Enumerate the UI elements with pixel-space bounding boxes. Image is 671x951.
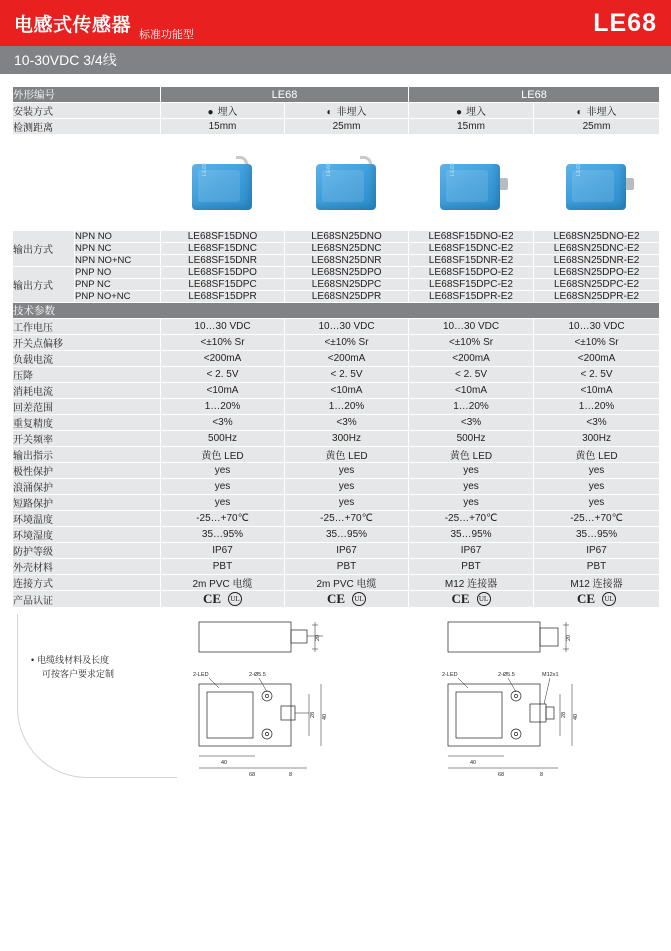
product-image-2 xyxy=(285,135,409,231)
spec-value-8-1: 黄色 LED xyxy=(285,447,409,463)
pnp-value-0-2: LE68SF15DPO-E2 xyxy=(409,267,534,279)
table-row xyxy=(13,335,660,351)
table-row xyxy=(13,303,660,319)
spec-value-5-3: 1…20% xyxy=(534,399,660,415)
page-title: 电感式传感器 xyxy=(14,14,132,36)
spec-label-5: 回差范围 xyxy=(13,399,161,415)
spec-value-2-1: <200mA xyxy=(285,351,409,367)
table-row xyxy=(13,575,660,591)
npn-value-0-0: LE68SF15DNO xyxy=(161,231,285,243)
table-row xyxy=(13,255,660,267)
spec-value-0-1: 10…30 VDC xyxy=(285,319,409,335)
spec-value-14-3: IP67 xyxy=(534,543,660,559)
voltage-bar xyxy=(0,46,671,74)
dim-side-label: 8 xyxy=(540,772,544,778)
spec-label-9: 极性保护 xyxy=(13,463,161,479)
voltage-label: 10-30VDC 3/4线 xyxy=(14,52,117,68)
pnp-value-1-0: LE68SF15DPC xyxy=(161,279,285,291)
output-label-1: 输出方式 xyxy=(13,231,75,267)
spec-label-2: 负载电流 xyxy=(13,351,161,367)
content-area xyxy=(0,74,671,785)
spec-value-3-2: < 2. 5V xyxy=(409,367,534,383)
spec-value-4-2: <10mA xyxy=(409,383,534,399)
mount-value-2 xyxy=(285,103,409,119)
npn-value-1-1: LE68SN25DNC xyxy=(285,243,409,255)
spec-value-16-2: M12 连接器 xyxy=(409,575,534,591)
spec-value-7-3: 300Hz xyxy=(534,431,660,447)
spec-label-7: 开关频率 xyxy=(13,431,161,447)
decorative-curve xyxy=(17,614,177,778)
spec-value-7-2: 500Hz xyxy=(409,431,534,447)
npn-value-0-2: LE68SF15DNO-E2 xyxy=(409,231,534,243)
spec-label-13: 环境湿度 xyxy=(13,527,161,543)
spec-label-12: 环境温度 xyxy=(13,511,161,527)
ul-icon: UL xyxy=(352,592,366,606)
npn-value-2-1: LE68SN25DNR xyxy=(285,255,409,267)
spec-value-10-0: yes xyxy=(161,479,285,495)
dimension-drawing-connector xyxy=(409,608,660,785)
note-block xyxy=(13,608,161,785)
pnp-value-2-2: LE68SF15DPR-E2 xyxy=(409,291,534,303)
spec-value-1-2: <±10% Sr xyxy=(409,335,534,351)
spec-value-14-1: IP67 xyxy=(285,543,409,559)
spec-value-6-3: <3% xyxy=(534,415,660,431)
pnp-value-2-3: LE68SN25DPR-E2 xyxy=(534,291,660,303)
spec-label-3: 压降 xyxy=(13,367,161,383)
npn-type-2: NPN NO+NC xyxy=(75,255,161,267)
hole-label: 2-Ø5.5 xyxy=(248,672,266,678)
spec-value-5-1: 1…20% xyxy=(285,399,409,415)
cert-cell-3 xyxy=(409,591,534,608)
led-label: 2-LED xyxy=(442,672,458,678)
table-row xyxy=(13,87,660,103)
spec-value-5-0: 1…20% xyxy=(161,399,285,415)
table-row xyxy=(13,559,660,575)
spec-label-15: 外壳材料 xyxy=(13,559,161,575)
output-label-2: 输出方式 xyxy=(13,267,75,303)
spec-value-11-2: yes xyxy=(409,495,534,511)
spec-value-13-3: 35…95% xyxy=(534,527,660,543)
spec-value-14-2: IP67 xyxy=(409,543,534,559)
bullet-icon: • xyxy=(31,655,35,665)
dim-width-label: 40 xyxy=(470,760,477,766)
table-row xyxy=(13,103,660,119)
spec-value-13-0: 35…95% xyxy=(161,527,285,543)
spec-value-3-3: < 2. 5V xyxy=(534,367,660,383)
mount-text-3: 埋入 xyxy=(466,107,487,118)
specs-header: 技术参数 xyxy=(13,303,660,319)
ul-icon: UL xyxy=(602,592,616,606)
spec-value-0-3: 10…30 VDC xyxy=(534,319,660,335)
spec-value-16-1: 2m PVC 电缆 xyxy=(285,575,409,591)
npn-value-1-0: LE68SF15DNC xyxy=(161,243,285,255)
spec-label-8: 输出指示 xyxy=(13,447,161,463)
spec-value-0-0: 10…30 VDC xyxy=(161,319,285,335)
note-line-2: 可按客户要求定制 xyxy=(42,668,115,679)
pnp-value-2-1: LE68SN25DPR xyxy=(285,291,409,303)
spec-value-0-2: 10…30 VDC xyxy=(409,319,534,335)
spec-value-1-3: <±10% Sr xyxy=(534,335,660,351)
table-row xyxy=(13,231,660,243)
ce-icon: CE xyxy=(576,591,596,606)
spec-value-10-2: yes xyxy=(409,479,534,495)
group-header-2: LE68 xyxy=(409,87,660,103)
pnp-value-1-1: LE68SN25DPC xyxy=(285,279,409,291)
spec-value-4-3: <10mA xyxy=(534,383,660,399)
cert-cell-2 xyxy=(285,591,409,608)
spec-label-11: 短路保护 xyxy=(13,495,161,511)
spec-value-9-1: yes xyxy=(285,463,409,479)
drawing-cable-svg xyxy=(163,608,407,784)
pnp-value-0-0: LE68SF15DPO xyxy=(161,267,285,279)
spec-value-3-1: < 2. 5V xyxy=(285,367,409,383)
spec-value-7-0: 500Hz xyxy=(161,431,285,447)
sensor-photo-icon: LE68 xyxy=(308,150,386,212)
spec-label-16: 连接方式 xyxy=(13,575,161,591)
table-row xyxy=(13,279,660,291)
table-row xyxy=(13,431,660,447)
mount-text-2: 非埋入 xyxy=(336,107,367,118)
spec-label-6: 重复精度 xyxy=(13,415,161,431)
page-header xyxy=(0,0,671,46)
half-circle-icon: ◐ xyxy=(576,107,583,118)
ce-icon: CE xyxy=(451,591,470,606)
shape-code-label: 外形编号 xyxy=(13,87,161,103)
mount-label: 安装方式 xyxy=(13,103,161,119)
spec-value-11-0: yes xyxy=(161,495,285,511)
spec-value-12-1: -25…+70℃ xyxy=(285,511,409,527)
table-row xyxy=(13,527,660,543)
spec-value-1-0: <±10% Sr xyxy=(161,335,285,351)
spec-value-11-1: yes xyxy=(285,495,409,511)
sensor-photo-icon: LE68 xyxy=(558,150,636,212)
drawing-connector-svg xyxy=(412,608,656,784)
spec-value-4-1: <10mA xyxy=(285,383,409,399)
distance-value-2: 25mm xyxy=(285,119,409,135)
spec-label-14: 防护等级 xyxy=(13,543,161,559)
cert-cell-4 xyxy=(534,591,660,608)
mount-value-1 xyxy=(161,103,285,119)
table-row xyxy=(13,383,660,399)
spec-value-5-2: 1…20% xyxy=(409,399,534,415)
spec-value-1-1: <±10% Sr xyxy=(285,335,409,351)
note-line-1: 电缆线材料及长度 xyxy=(37,655,110,665)
group-header-1: LE68 xyxy=(161,87,409,103)
npn-value-2-3: LE68SN25DNR-E2 xyxy=(534,255,660,267)
npn-value-1-3: LE68SN25DNC-E2 xyxy=(534,243,660,255)
ce-icon: CE xyxy=(202,591,222,606)
npn-value-2-0: LE68SF15DNR xyxy=(161,255,285,267)
product-image-3 xyxy=(409,135,534,231)
table-row-drawings xyxy=(13,608,660,785)
dim-height-label: 40 xyxy=(321,713,328,720)
spec-value-14-0: IP67 xyxy=(161,543,285,559)
npn-type-0: NPN NO xyxy=(75,231,161,243)
spec-value-16-3: M12 连接器 xyxy=(534,575,660,591)
hole-label: 2-Ø5.5 xyxy=(498,672,515,678)
cert-cell-1 xyxy=(161,591,285,608)
product-image-1 xyxy=(161,135,285,231)
mount-text-4: 非埋入 xyxy=(586,107,617,118)
spec-value-7-1: 300Hz xyxy=(285,431,409,447)
spec-value-15-1: PBT xyxy=(285,559,409,575)
pnp-value-1-2: LE68SF15DPC-E2 xyxy=(409,279,534,291)
npn-value-0-1: LE68SN25DNO xyxy=(285,231,409,243)
half-circle-icon: ◐ xyxy=(326,107,333,118)
spec-value-10-1: yes xyxy=(285,479,409,495)
mount-value-4 xyxy=(534,103,660,119)
dim-width-label: 40 xyxy=(220,760,227,766)
spec-value-6-1: <3% xyxy=(285,415,409,431)
led-label: 2-LED xyxy=(192,672,209,678)
spec-value-15-3: PBT xyxy=(534,559,660,575)
product-image-4 xyxy=(534,135,660,231)
spec-value-8-3: 黄色 LED xyxy=(534,447,660,463)
distance-label: 检测距离 xyxy=(13,119,161,135)
dim-side-label: 8 xyxy=(288,772,292,778)
pnp-value-0-1: LE68SN25DPO xyxy=(285,267,409,279)
spec-value-8-0: 黄色 LED xyxy=(161,447,285,463)
spec-value-6-0: <3% xyxy=(161,415,285,431)
spec-value-4-0: <10mA xyxy=(161,383,285,399)
spec-value-9-0: yes xyxy=(161,463,285,479)
spec-value-13-2: 35…95% xyxy=(409,527,534,543)
spec-value-12-0: -25…+70℃ xyxy=(161,511,285,527)
pnp-type-0: PNP NO xyxy=(75,267,161,279)
spec-value-8-2: 黄色 LED xyxy=(409,447,534,463)
dim-inner-label: 28 xyxy=(561,711,568,718)
spec-value-2-0: <200mA xyxy=(161,351,285,367)
image-spacer xyxy=(13,135,161,231)
distance-value-3: 15mm xyxy=(409,119,534,135)
table-row xyxy=(13,367,660,383)
pnp-type-1: PNP NC xyxy=(75,279,161,291)
spec-value-15-0: PBT xyxy=(161,559,285,575)
sensor-photo-icon: LE68 xyxy=(184,150,262,212)
distance-value-4: 25mm xyxy=(534,119,660,135)
spec-value-6-2: <3% xyxy=(409,415,534,431)
spec-value-2-2: <200mA xyxy=(409,351,534,367)
table-row xyxy=(13,463,660,479)
spec-label-0: 工作电压 xyxy=(13,319,161,335)
table-row xyxy=(13,319,660,335)
pnp-type-2: PNP NO+NC xyxy=(75,291,161,303)
table-row xyxy=(13,291,660,303)
connector-label: M12x1 xyxy=(542,672,559,678)
table-row xyxy=(13,495,660,511)
table-row-images xyxy=(13,135,660,231)
npn-type-1: NPN NC xyxy=(75,243,161,255)
pnp-value-0-3: LE68SN25DPO-E2 xyxy=(534,267,660,279)
sensor-photo-icon: LE68 xyxy=(432,150,510,212)
table-row xyxy=(13,415,660,431)
mount-value-3 xyxy=(409,103,534,119)
spec-value-9-3: yes xyxy=(534,463,660,479)
npn-value-0-3: LE68SN25DNO-E2 xyxy=(534,231,660,243)
spec-label-4: 消耗电流 xyxy=(13,383,161,399)
spec-value-16-0: 2m PVC 电缆 xyxy=(161,575,285,591)
table-row xyxy=(13,447,660,463)
spec-value-10-3: yes xyxy=(534,479,660,495)
pnp-value-2-0: LE68SF15DPR xyxy=(161,291,285,303)
dim-height-label: 40 xyxy=(573,713,580,720)
filled-circle-icon: ● xyxy=(207,107,214,118)
filled-circle-icon: ● xyxy=(455,107,463,118)
spec-label-17: 产品认证 xyxy=(13,591,161,608)
pnp-value-1-3: LE68SN25DPC-E2 xyxy=(534,279,660,291)
dim-small-label: 20 xyxy=(566,634,573,641)
table-row-certification xyxy=(13,591,660,608)
dim-total-label: 68 xyxy=(498,772,505,778)
model-code: LE68 xyxy=(593,8,657,37)
mount-text-1: 埋入 xyxy=(217,107,238,118)
spec-value-2-3: <200mA xyxy=(534,351,660,367)
table-row xyxy=(13,351,660,367)
dim-small-label: 20 xyxy=(314,634,321,641)
spec-value-12-3: -25…+70℃ xyxy=(534,511,660,527)
note-text xyxy=(31,654,114,681)
dim-total-label: 68 xyxy=(248,772,255,778)
ul-icon: UL xyxy=(228,592,242,606)
table-row xyxy=(13,119,660,135)
spec-value-12-2: -25…+70℃ xyxy=(409,511,534,527)
npn-value-1-2: LE68SF15DNC-E2 xyxy=(409,243,534,255)
table-row xyxy=(13,543,660,559)
table-row xyxy=(13,511,660,527)
ul-icon: UL xyxy=(477,592,491,606)
ce-icon: CE xyxy=(326,591,346,606)
spec-label-1: 开关点偏移 xyxy=(13,335,161,351)
dim-inner-label: 28 xyxy=(309,711,316,718)
table-row xyxy=(13,399,660,415)
dimension-drawing-cable xyxy=(161,608,409,785)
table-row xyxy=(13,267,660,279)
table-row xyxy=(13,243,660,255)
page-subtitle: 标准功能型 xyxy=(139,29,195,41)
table-row xyxy=(13,479,660,495)
spec-value-13-1: 35…95% xyxy=(285,527,409,543)
spec-value-3-0: < 2. 5V xyxy=(161,367,285,383)
distance-value-1: 15mm xyxy=(161,119,285,135)
npn-value-2-2: LE68SF15DNR-E2 xyxy=(409,255,534,267)
spec-value-15-2: PBT xyxy=(409,559,534,575)
spec-value-9-2: yes xyxy=(409,463,534,479)
spec-label-10: 浪涌保护 xyxy=(13,479,161,495)
spec-table xyxy=(12,86,660,785)
spec-value-11-3: yes xyxy=(534,495,660,511)
